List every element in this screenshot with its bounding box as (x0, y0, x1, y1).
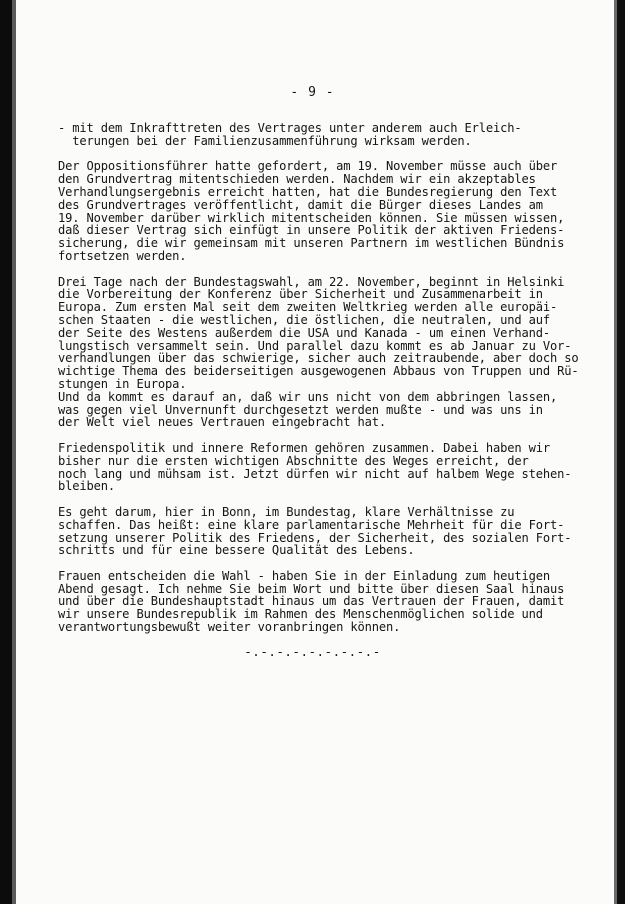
scan-border-left (0, 0, 12, 904)
scan-border-right (617, 0, 625, 904)
paragraph-bonn-bundestag: Es geht darum, hier in Bonn, im Bundestag, klare Verhältnisse zu schaffen. Das heißt: eine klare parlamentarische Mehrheit für die Fort- setzung unserer Politik des Friedens, der Sicherheit, des sozialen Fort- schritts und für eine bessere Qualität des Lebens. (58, 504, 572, 558)
paragraph-friedenspolitik: Friedenspolitik und innere Reformen gehören zusammen. Dabei haben wir bisher nur die ersten wichtigen Abschnitte des Weges erreicht, der noch lang und mühsam ist. Jetzt dürfen wir nicht auf halbem Wege stehen- bleiben. (58, 440, 572, 494)
document-body (58, 122, 598, 647)
scan-border-right-shadow (614, 0, 617, 904)
paragraph-list-item-continuation: - mit dem Inkrafttreten des Vertrages unter anderem auch Erleich- terungen bei der Familienzusammenführung wirksam werden. (58, 121, 522, 148)
paragraph-frauen-wahl: Frauen entscheiden die Wahl - haben Sie in der Einladung zum heutigen Abend gesagt. Ich nehme Sie beim Wort und bitte über diesen Saal hinaus und über die Bundeshauptstadt hinaus um das Vertrauen der Frauen, damit wir unsere Bundesrepublik im Rahmen des Menschenmöglichen solide und verantwortungsbewußt weiter voranbringen können. (58, 568, 565, 635)
page-number: - 9 - (290, 85, 335, 100)
closing-separator: -.-.-.-.-.-.-.-.- (244, 644, 381, 659)
paragraph-vertrauen: Und da kommt es darauf an, daß wir uns nicht von dem abbringen lassen, was gegen viel Unvernunft durchgesetzt werden mußte - und was uns in der Welt viel neues Vertrauen eingebracht hat. (58, 389, 558, 430)
paragraph-helsinki-conference: Drei Tage nach der Bundestagswahl, am 22. November, beginnt in Helsinki die Vorbereitung der Konferenz über Sicherheit und Zusammenarbeit in Europa. Zum ersten Mal seit dem zweiten Weltkrieg werden alle europäi- schen Staaten - die westlichen, die östlichen, die neutralen, und auf der Seite des Westens außerdem die USA und Kanada - um einen Verhand- lungstisch versammelt sein. Und parallel dazu kommt es ab Januar zu Vor- verhandlungen über das schwierige, sicher auch zeitraubende, aber doch so wichtige Thema des beiderseitigen ausgewogenen Abbaus von Truppen und Rü- stungen in Europa. (58, 274, 579, 391)
paragraph-grundvertrag: Der Oppositionsführer hatte gefordert, am 19. November müsse auch über den Grundvertrag mitentschieden werden. Nachdem wir ein akzeptables Verhandlungsergebnis erreicht hatten, hat die Bundesregierung den Text des Grundvertrages veröffentlicht, damit die Bürger dieses Landes am 19. November darüber wirklich mitentscheiden können. Sie müssen wissen, daß dieser Vertrag sich einfügt in unsere Politik der aktiven Friedens- sicherung, die wir gemeinsam mit unseren Partnern im westlichen Bündnis fortsetzen werden. (58, 159, 565, 263)
scan-border-left-shadow (12, 0, 16, 904)
